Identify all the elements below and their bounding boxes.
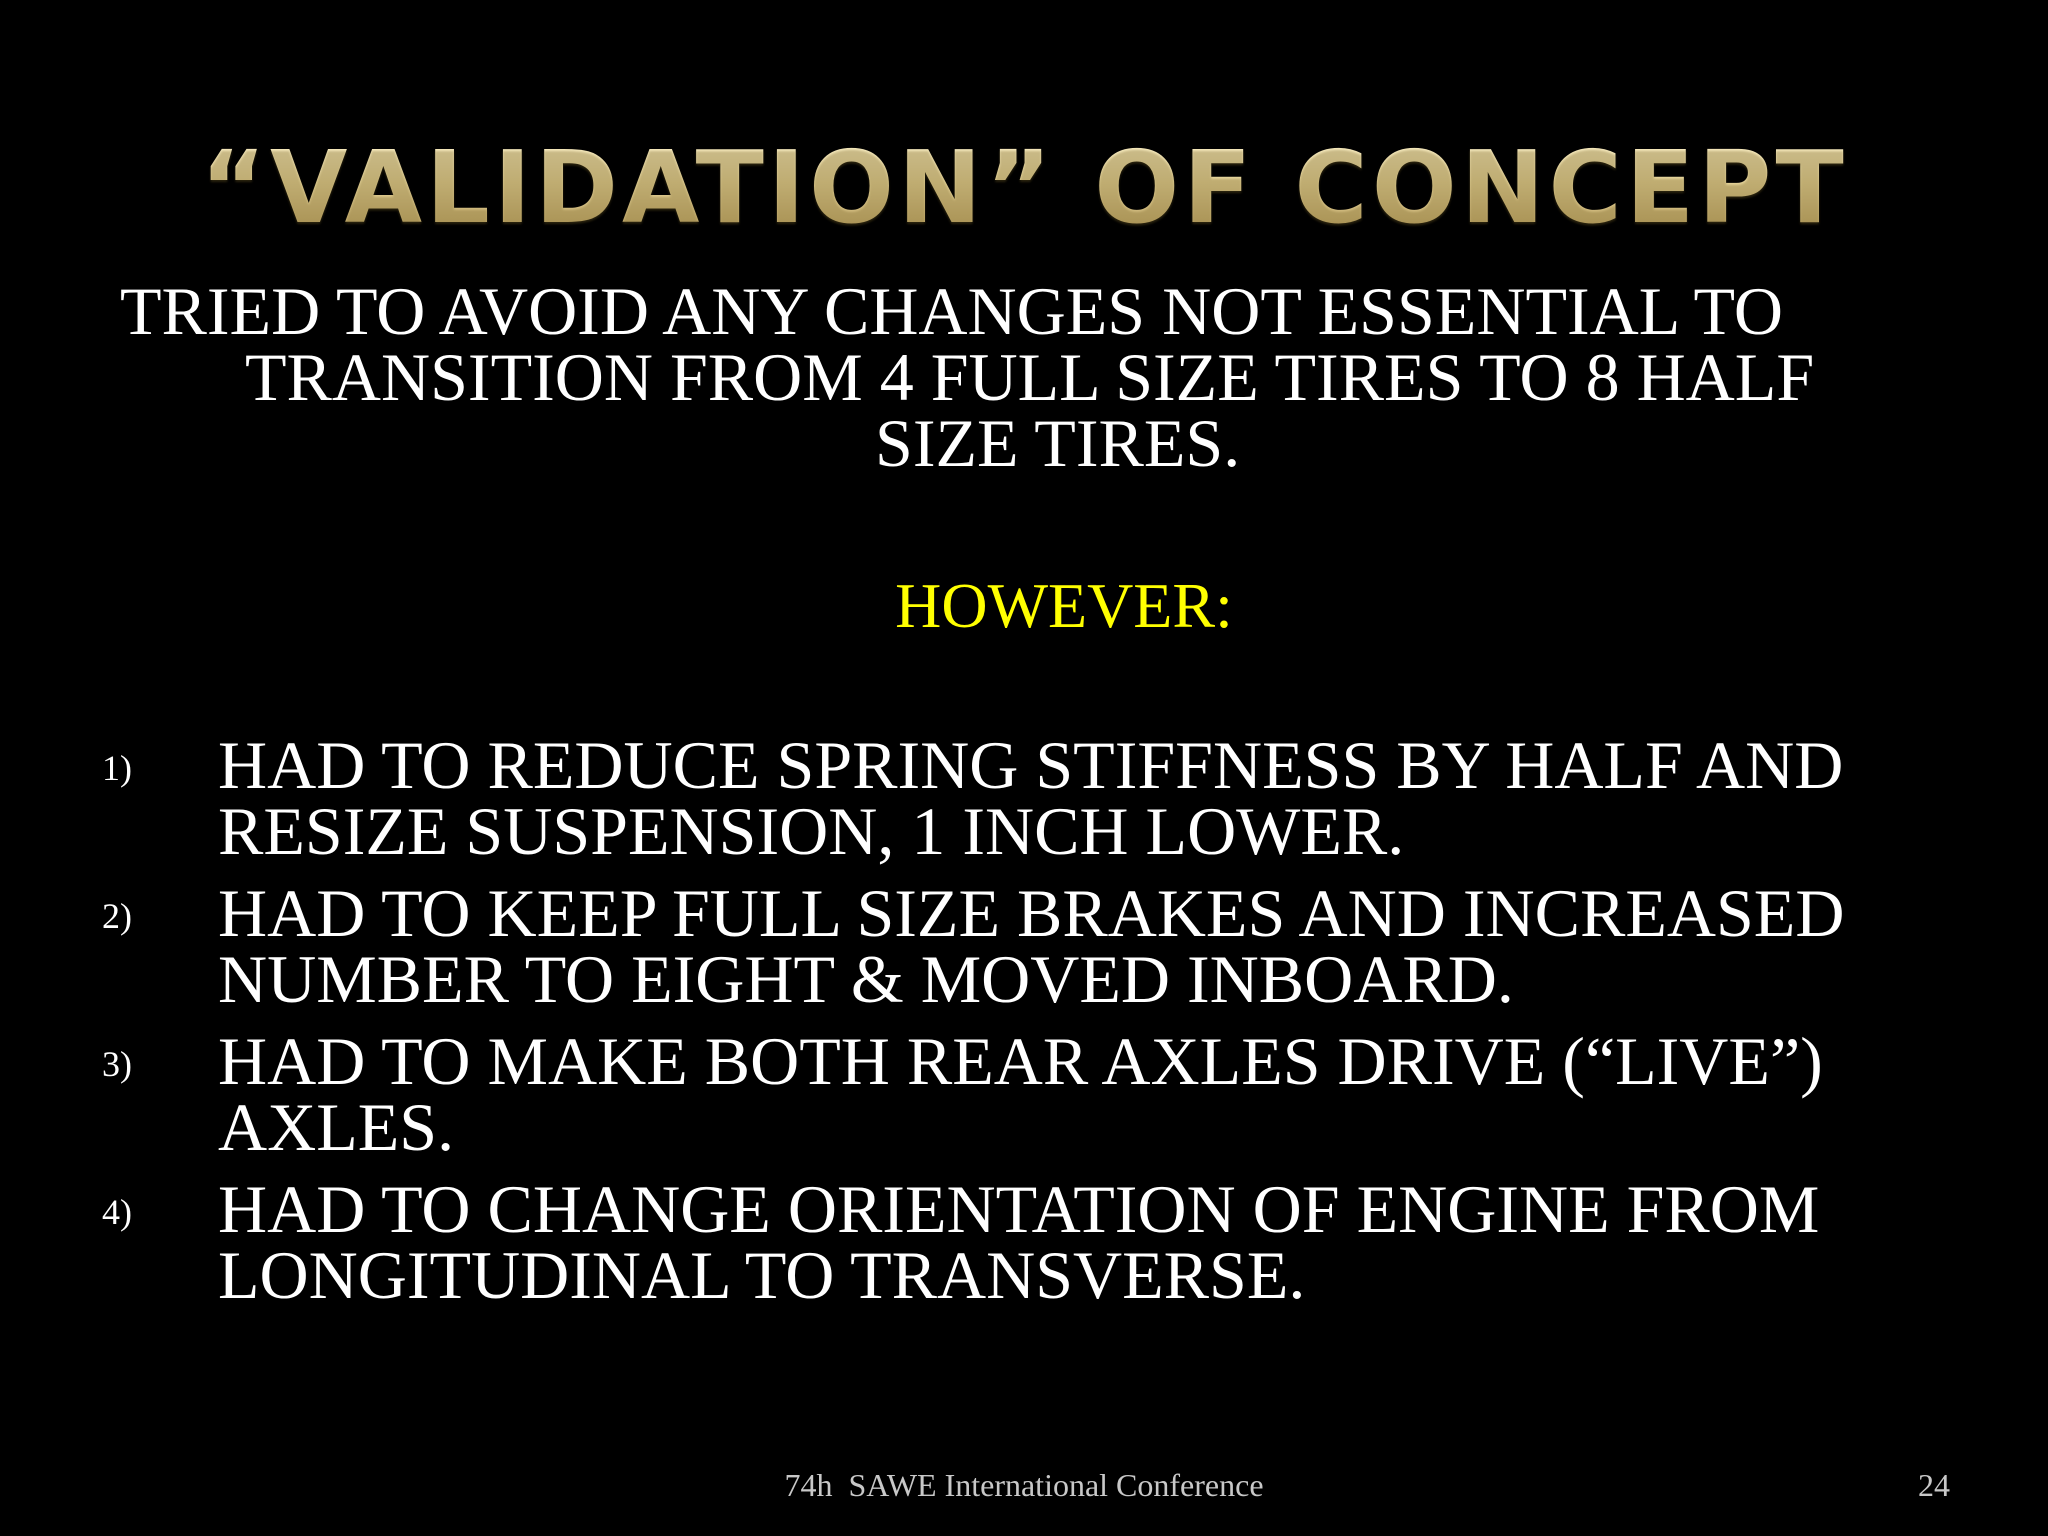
intro-line: TRANSITION FROM 4 FULL SIZE TIRES TO 8 HALF: [245, 339, 1815, 415]
list-marker: 1): [102, 748, 132, 788]
list-item: [102, 727, 2002, 869]
list-item: [102, 1171, 2002, 1313]
list-item-text: HAD TO KEEP FULL SIZE BRAKES AND INCREASED NUMBER TO EIGHT & MOVED INBOARD.: [218, 875, 1845, 1017]
footer-conference-name: 74h SAWE International Conference: [784, 1467, 1264, 1503]
list-item-text: HAD TO REDUCE SPRING STIFFNESS BY HALF AND RESIZE SUSPENSION, 1 INCH LOWER.: [218, 727, 1844, 869]
intro-paragraph: [120, 273, 1920, 481]
list-marker: 3): [102, 1044, 132, 1084]
list-marker: 4): [102, 1192, 132, 1232]
however-heading: HOWEVER:: [895, 570, 1233, 641]
numbered-list: [102, 727, 2002, 1324]
list-item-text: HAD TO MAKE BOTH REAR AXLES DRIVE (“LIVE”) AXLES.: [218, 1023, 1823, 1165]
list-marker: 2): [102, 896, 132, 936]
list-item: [102, 1023, 2002, 1165]
intro-line: TRIED TO AVOID ANY CHANGES NOT ESSENTIAL TO: [120, 273, 1783, 349]
list-item-text: HAD TO CHANGE ORIENTATION OF ENGINE FROM LONGITUDINAL TO TRANSVERSE.: [218, 1171, 1820, 1313]
slide-title: “VALIDATION” OF CONCEPT: [0, 128, 2048, 248]
list-item: [102, 875, 2002, 1017]
intro-line: SIZE TIRES.: [875, 405, 1241, 481]
slide-number: 24: [1918, 1467, 1950, 1503]
